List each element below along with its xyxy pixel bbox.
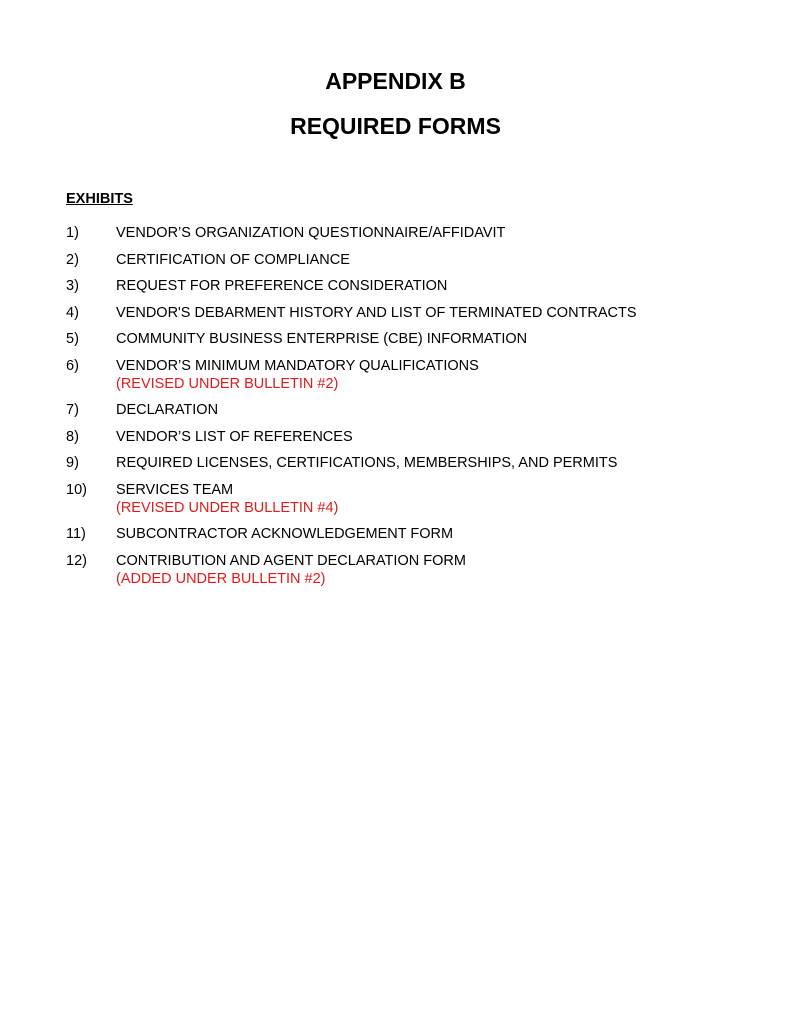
exhibit-item [66,277,746,295]
exhibit-item [66,552,746,588]
exhibit-item [66,401,746,419]
exhibit-number: 2) [66,251,79,268]
exhibit-label: VENDOR'S DEBARMENT HISTORY AND LIST OF TERMINATED CONTRACTS [116,304,637,321]
exhibit-label: SUBCONTRACTOR ACKNOWLEDGEMENT FORM [116,526,454,542]
exhibit-item [66,224,746,242]
exhibit-item [66,304,746,322]
exhibit-number: 4) [66,304,79,321]
exhibit-label: VENDOR’S ORGANIZATION QUESTIONNAIRE/AFFIDAVIT [116,225,506,241]
exhibit-item [66,481,746,517]
exhibit-number: 1) [66,225,79,241]
exhibit-item [66,330,746,348]
exhibit-number: 5) [66,331,79,347]
exhibit-revision-note: (ADDED UNDER BULLETIN #2) [116,570,326,587]
exhibit-item [66,454,746,472]
exhibit-number: 11) [66,526,86,542]
exhibit-item [66,357,746,393]
document-subtitle: REQUIRED FORMS [290,113,501,139]
exhibit-item [66,525,746,543]
exhibit-item [66,428,746,446]
exhibits-heading: EXHIBITS [66,191,133,207]
exhibit-number: 6) [66,357,79,374]
exhibit-number: 3) [66,278,79,294]
exhibit-label: VENDOR’S LIST OF REFERENCES [116,428,353,445]
appendix-title: APPENDIX B [325,68,466,94]
exhibit-label: CONTRIBUTION AND AGENT DECLARATION FORM [116,552,466,569]
exhibit-number: 12) [66,552,87,569]
exhibit-label: SERVICES TEAM [116,481,234,498]
exhibit-revision-note: (REVISED UNDER BULLETIN #4) [116,499,339,516]
exhibit-number: 9) [66,455,79,471]
exhibit-number: 7) [66,402,79,418]
exhibit-label: COMMUNITY BUSINESS ENTERPRISE (CBE) INFORMATION [116,331,528,347]
exhibit-label: VENDOR’S MINIMUM MANDATORY QUALIFICATIONS [116,357,479,374]
exhibit-label: REQUEST FOR PREFERENCE CONSIDERATION [116,278,448,294]
exhibit-label: CERTIFICATION OF COMPLIANCE [116,251,350,268]
exhibit-revision-note: (REVISED UNDER BULLETIN #2) [116,375,339,392]
exhibit-number: 8) [66,428,79,445]
exhibit-list [66,224,746,596]
exhibit-item [66,251,746,269]
exhibit-label: DECLARATION [116,402,219,418]
exhibit-label: REQUIRED LICENSES, CERTIFICATIONS, MEMBERSHIPS, AND PERMITS [116,455,618,471]
exhibit-number: 10) [66,481,87,498]
